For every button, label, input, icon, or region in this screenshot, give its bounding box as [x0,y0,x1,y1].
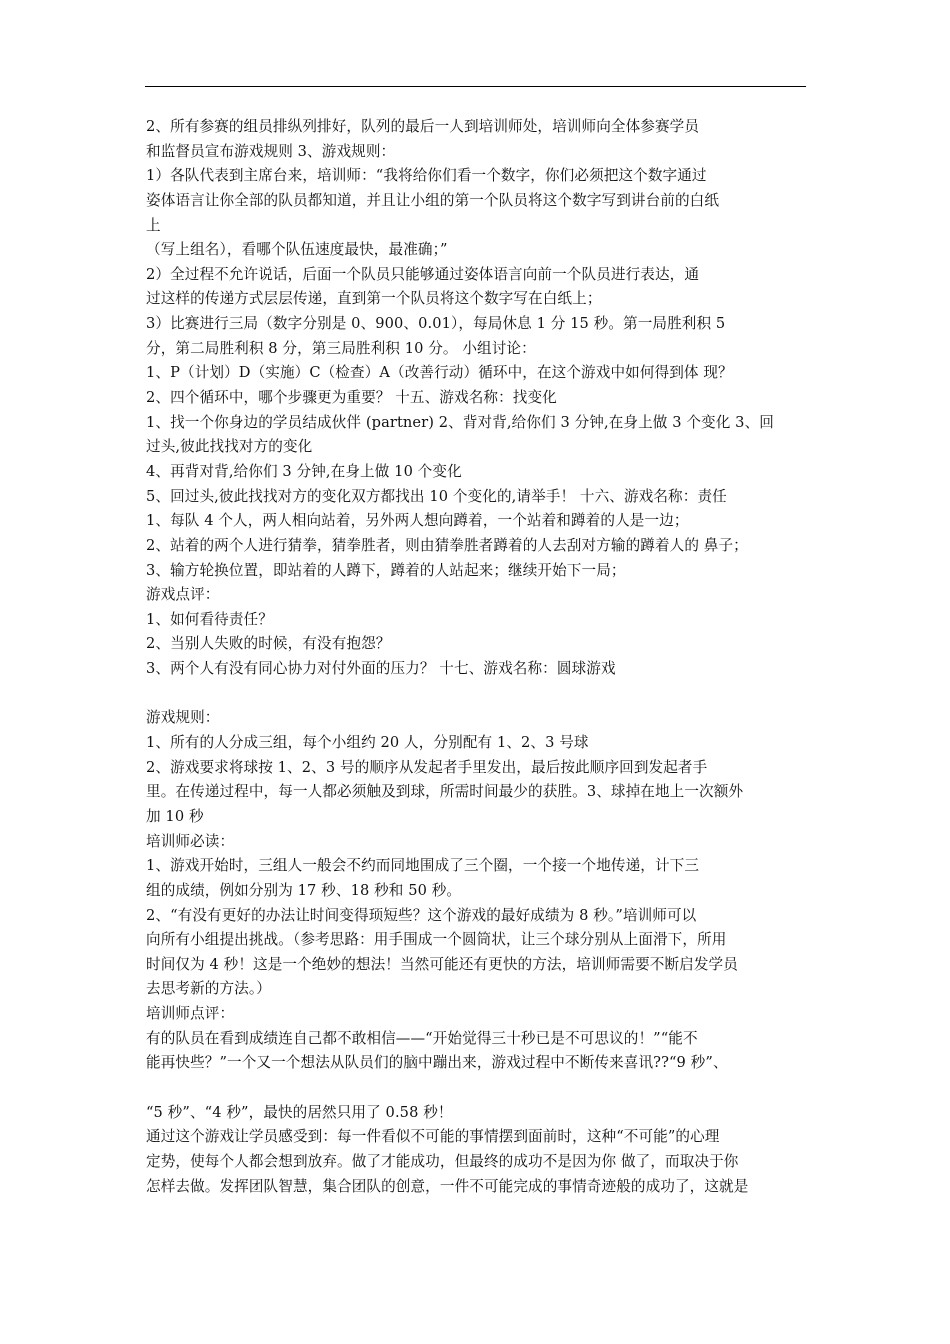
text-line: 2、游戏要求将球按 1、2、3 号的顺序从发起者手里发出，最后按此顺序回到发起者手 [146,758,708,776]
text-line: 3、两个人有没有同心协力对付外面的压力？ 十七、游戏名称：圆球游戏 [146,660,616,678]
text-line: 和监督员宣布游戏规则 3、游戏规则： [146,142,396,160]
text-line: 1、游戏开始时，三组人一般会不约而同地围成了三个圈，一个接一个地传递，计下三 [146,857,700,875]
text-line: 培训师必读： [146,832,235,850]
text-line: 姿体语言让你全部的队员都知道，并且让小组的第一个队员将这个数字写到讲台前的白纸 [146,191,720,209]
text-line: 4、再背对背,给你们 3 分钟,在身上做 10 个变化 [146,462,462,480]
text-line: 1、P（计划）D（实施）C（检查）A（改善行动）循环中，在这个游戏中如何得到体 现？ [146,364,733,382]
text-line: 2、当别人失败的时候，有没有抱怨？ [146,635,391,653]
text-line: 定势，使每个人都会想到放弃。做了才能成功，但最终的成功不是因为你 做了，而取决于你 [146,1152,739,1170]
text-line: 5、回过头,彼此找找对方的变化双方都找出 10 个变化的,请举手！ 十六、游戏名称：责任 [146,487,727,505]
document-body [146,115,808,1199]
text-line: 过这样的传递方式层层传递，直到第一个队员将这个数字写在白纸上； [146,290,602,308]
text-line: 游戏点评： [146,586,220,604]
text-line: 3）比赛进行三局（数字分别是 0、900、0.01），每局休息 1 分 15 秒。第一局胜利积 5 [146,315,726,333]
text-line: 2、所有参赛的组员排纵列排好，队列的最后一人到培训师处，培训师向全体参赛学员 [146,118,700,135]
text-line: 过头,彼此找找对方的变化 [146,438,313,456]
text-line: 1、每队 4 个人，两人相向站着，另外两人想向蹲着，一个站着和蹲着的人是一边； [146,512,689,530]
header-rule [145,86,806,87]
blank-line [146,1076,808,1101]
text-line: 通过这个游戏让学员感受到：每一件看似不可能的事情摆到面前时，这种“不可能”的心理 [146,1128,720,1146]
text-line: 2）全过程不允许说话，后面一个队员只能够通过姿体语言向前一个队员进行表达，通 [146,265,700,283]
blank-line [146,682,808,707]
text-line: 3、输方轮换位置，即站着的人蹲下，蹲着的人站起来；继续开始下一局； [146,561,626,579]
text-line: 时间仅为 4 秒！这是一个绝妙的想法！当然可能还有更快的方法，培训师需要不断启发学员 [146,955,738,973]
text-line: 2、四个循环中，哪个步骤更为重要？ 十五、游戏名称：找变化 [146,389,557,407]
text-line: “5 秒”、“4 秒”，最快的居然只用了 0.58 秒！ [146,1103,453,1121]
text-line: 1、找一个你身边的学员结成伙伴 (partner) 2、背对背,给你们 3 分钟,在身上做 3 个变化 3、回 [146,413,774,431]
text-line: 去思考新的方法。） [146,980,271,998]
text-line: 2、“有没有更好的办法让时间变得顼短些？这个游戏的最好成绩为 8 秒。”培训师可以 [146,906,697,924]
text-line: 分，第二局胜利积 8 分，第三局胜利积 10 分。 小组讨论： [146,339,536,357]
text-line: 培训师点评： [146,1005,235,1023]
text-line: （写上组名），看哪个队伍速度最快，最准确；” [146,241,448,259]
text-line: 加 10 秒 [146,807,204,825]
text-line: 上 [146,216,161,234]
text-line: 1、如何看待责任？ [146,610,273,628]
text-line: 怎样去做。发挥团队智慧，集合团队的创意，一件不可能完成的事情奇迹般的成功了，这就是 [146,1177,749,1195]
text-line: 1、所有的人分成三组，每个小组约 20 人，分别配有 1、2、3 号球 [146,734,589,752]
text-line: 有的队员在看到成绩连自己都不敢相信——“开始觉得三十秒已是不可思议的！”“能不 [146,1029,698,1047]
text-line: 1）各队代表到主席台来，培训师：“我将给你们看一个数字，你们必须把这个数字通过 [146,167,707,185]
text-line: 里。在传递过程中，每一人都必须触及到球，所需时间最少的获胜。3、球掉在地上一次额外 [146,783,744,801]
text-line: 2、站着的两个人进行猜拳，猜拳胜者，则由猜拳胜者蹲着的人去刮对方输的蹲着人的 鼻子； [146,536,748,554]
text-line: 向所有小组提出挑战。（参考思路：用手围成一个圆筒状，让三个球分别从上面滑下，所用 [146,931,727,949]
text-line: 能再快些？”一个又一个想法从队员们的脑中蹦出来，游戏过程中不断传来喜讯??“9 秒”、 [146,1054,728,1072]
text-line: 游戏规则： [146,709,220,727]
text-line: 组的成绩，例如分别为 17 秒、18 秒和 50 秒。 [146,881,462,899]
